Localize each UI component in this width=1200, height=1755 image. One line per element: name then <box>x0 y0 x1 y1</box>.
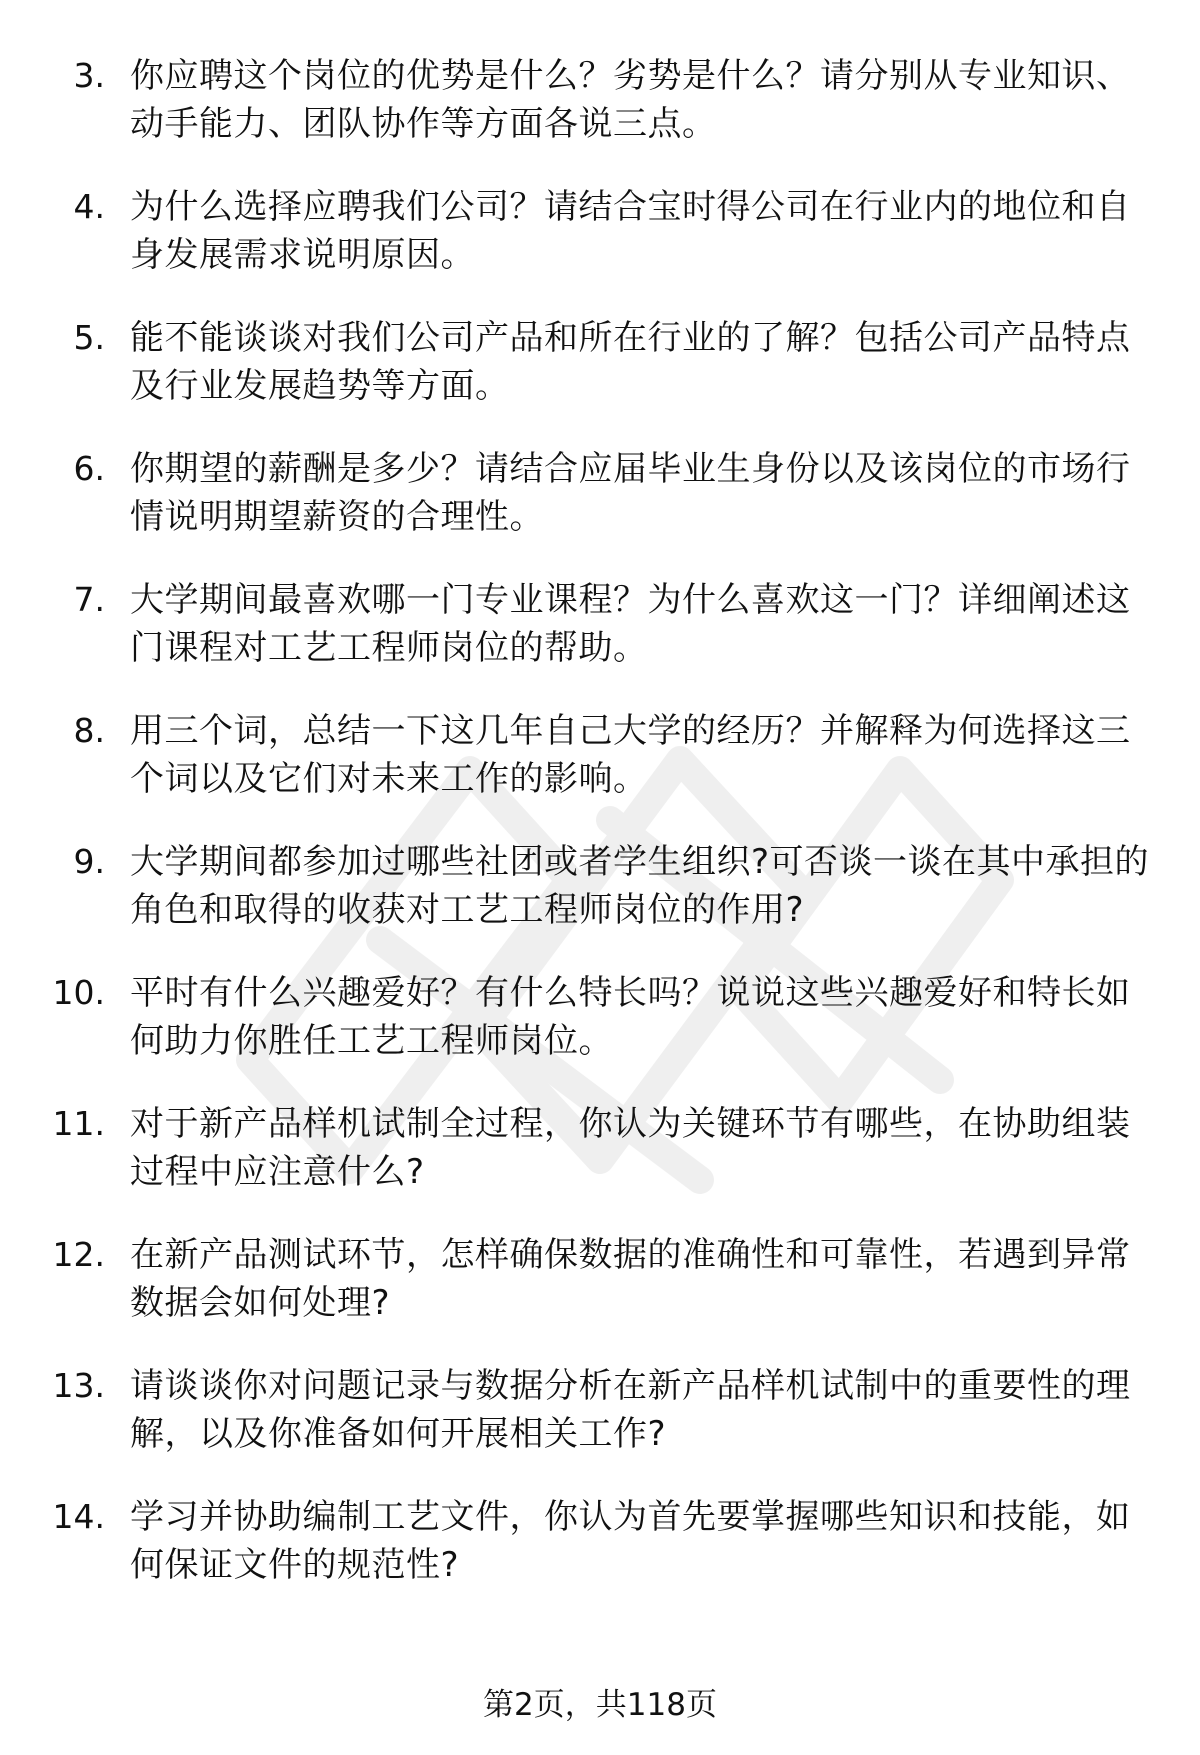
question-item-14 <box>0 1493 1200 1624</box>
question-number: 12. <box>52 1235 105 1274</box>
question-item-11 <box>0 1100 1200 1231</box>
question-number: 3. <box>73 56 105 95</box>
question-number: 6. <box>73 449 105 488</box>
question-item-12 <box>0 1231 1200 1362</box>
question-text: 能不能谈谈对我们公司产品和所在行业的了解？包括公司产品特点及行业发展趋势等方面。 <box>130 318 1131 406</box>
question-item-13 <box>0 1362 1200 1493</box>
question-text: 你应聘这个岗位的优势是什么？劣势是什么？请分别从专业知识、动手能力、团队协作等方面各说三点。 <box>130 56 1131 144</box>
question-text: 为什么选择应聘我们公司？请结合宝时得公司在行业内的地位和自身发展需求说明原因。 <box>130 187 1131 275</box>
question-item-10 <box>0 969 1200 1100</box>
question-text: 用三个词，总结一下这几年自己大学的经历？并解释为何选择这三个词以及它们对未来工作的影响。 <box>130 711 1131 799</box>
question-list <box>0 52 1200 1624</box>
question-item-9 <box>0 838 1200 969</box>
question-text: 你期望的薪酬是多少？请结合应届毕业生身份以及该岗位的市场行情说明期望薪资的合理性。 <box>130 449 1131 537</box>
question-number: 5. <box>73 318 105 357</box>
question-text: 大学期间最喜欢哪一门专业课程？为什么喜欢这一门？详细阐述这门课程对工艺工程师岗位的帮助。 <box>130 580 1131 668</box>
question-item-8 <box>0 707 1200 838</box>
question-text: 对于新产品样机试制全过程，你认为关键环节有哪些，在协助组装过程中应注意什么? <box>130 1104 1131 1192</box>
question-number: 7. <box>73 580 105 619</box>
question-number: 9. <box>73 842 105 881</box>
question-text: 大学期间都参加过哪些社团或者学生组织?可否谈一谈在其中承担的角色和取得的收获对工艺工程师岗位的作用? <box>130 842 1150 930</box>
question-item-4 <box>0 183 1200 314</box>
question-number: 8. <box>73 711 105 750</box>
question-item-3 <box>0 52 1200 183</box>
question-number: 4. <box>73 187 105 226</box>
question-number: 11. <box>52 1104 105 1143</box>
question-text: 在新产品测试环节，怎样确保数据的准确性和可靠性，若遇到异常数据会如何处理? <box>130 1235 1131 1323</box>
question-text: 请谈谈你对问题记录与数据分析在新产品样机试制中的重要性的理解，以及你准备如何开展相关工作? <box>130 1366 1131 1454</box>
question-number: 14. <box>52 1497 105 1536</box>
question-text: 学习并协助编制工艺文件，你认为首先要掌握哪些知识和技能，如何保证文件的规范性? <box>130 1497 1131 1585</box>
page-number-footer: 第2页，共118页 <box>483 1687 717 1723</box>
question-item-5 <box>0 314 1200 445</box>
question-item-6 <box>0 445 1200 576</box>
question-item-7 <box>0 576 1200 707</box>
question-text: 平时有什么兴趣爱好？有什么特长吗？说说这些兴趣爱好和特长如何助力你胜任工艺工程师岗位。 <box>130 973 1131 1061</box>
question-number: 13. <box>52 1366 105 1405</box>
question-number: 10. <box>52 973 105 1012</box>
